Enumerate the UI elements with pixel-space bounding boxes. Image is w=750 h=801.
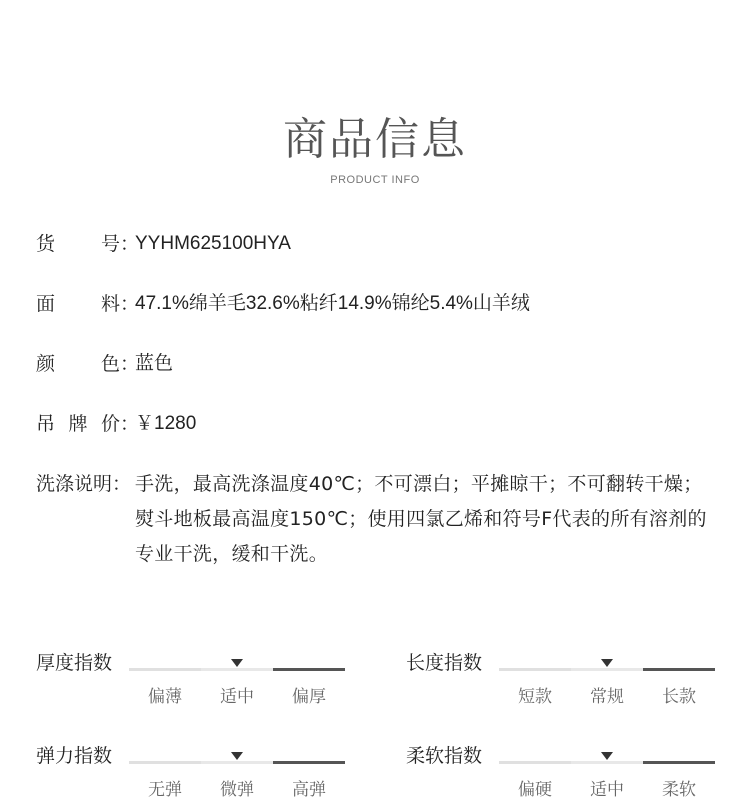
color-label: 颜 色 bbox=[36, 353, 120, 375]
material-value: 47.1%绵羊毛32.6%粘纤14.9%锦纶5.4%山羊绒 bbox=[135, 293, 530, 314]
selected-marker-icon bbox=[601, 659, 613, 667]
selected-marker-icon bbox=[231, 752, 243, 760]
wash-value: 手洗，最高洗涤温度40℃；不可漂白；平摊晾干；不可翻转干燥；熨斗地板最高温度150℃；使用四氯乙烯和符号F代表的所有溶剂的专业干洗，缓和干洗。 bbox=[135, 473, 707, 565]
index-option: 偏薄 bbox=[148, 687, 182, 707]
index-option: 微弹 bbox=[220, 780, 254, 800]
index-option: 适中 bbox=[220, 687, 254, 707]
sku-value: YYHM625100HYA bbox=[135, 233, 291, 254]
sku-label: 货 号 bbox=[36, 233, 120, 255]
softness-index bbox=[406, 741, 726, 801]
track-segment bbox=[571, 761, 643, 764]
track-segment bbox=[201, 761, 273, 764]
index-option: 长款 bbox=[662, 687, 696, 707]
elasticity-index bbox=[36, 741, 356, 801]
track-segment bbox=[643, 668, 715, 671]
softness-index-track bbox=[499, 761, 715, 764]
selected-marker-icon bbox=[231, 659, 243, 667]
index-option: 适中 bbox=[590, 780, 624, 800]
price-value: ￥1280 bbox=[135, 413, 197, 434]
wash-label: 洗涤说明： bbox=[36, 473, 132, 495]
price-label: 吊 牌 价 bbox=[36, 413, 120, 435]
length-index-track bbox=[499, 668, 715, 671]
index-option: 柔软 bbox=[662, 780, 696, 800]
thickness-index bbox=[36, 648, 356, 708]
index-option: 常规 bbox=[590, 687, 624, 707]
track-segment bbox=[273, 668, 345, 671]
index-option: 高弹 bbox=[292, 780, 326, 800]
track-segment bbox=[273, 761, 345, 764]
index-option: 偏厚 bbox=[292, 687, 326, 707]
track-segment bbox=[129, 761, 201, 764]
section-title: 商品信息 bbox=[283, 114, 467, 165]
material-label: 面 料 bbox=[36, 293, 120, 315]
length-index bbox=[406, 648, 726, 708]
softness-index-label: 柔软指数 bbox=[406, 745, 483, 767]
elasticity-index-track bbox=[129, 761, 345, 764]
track-segment bbox=[499, 761, 571, 764]
index-option: 偏硬 bbox=[518, 780, 552, 800]
section-header bbox=[0, 112, 750, 186]
track-segment bbox=[499, 668, 571, 671]
track-segment bbox=[129, 668, 201, 671]
color-value: 蓝色 bbox=[135, 353, 174, 374]
track-segment bbox=[643, 761, 715, 764]
index-option: 短款 bbox=[518, 687, 552, 707]
track-segment bbox=[571, 668, 643, 671]
track-segment bbox=[201, 668, 273, 671]
section-subtitle: PRODUCT INFO bbox=[330, 174, 420, 186]
selected-marker-icon bbox=[601, 752, 613, 760]
index-option: 无弹 bbox=[148, 780, 182, 800]
thickness-index-track bbox=[129, 668, 345, 671]
length-index-label: 长度指数 bbox=[406, 652, 483, 674]
elasticity-index-label: 弹力指数 bbox=[36, 745, 113, 767]
thickness-index-label: 厚度指数 bbox=[36, 652, 113, 674]
